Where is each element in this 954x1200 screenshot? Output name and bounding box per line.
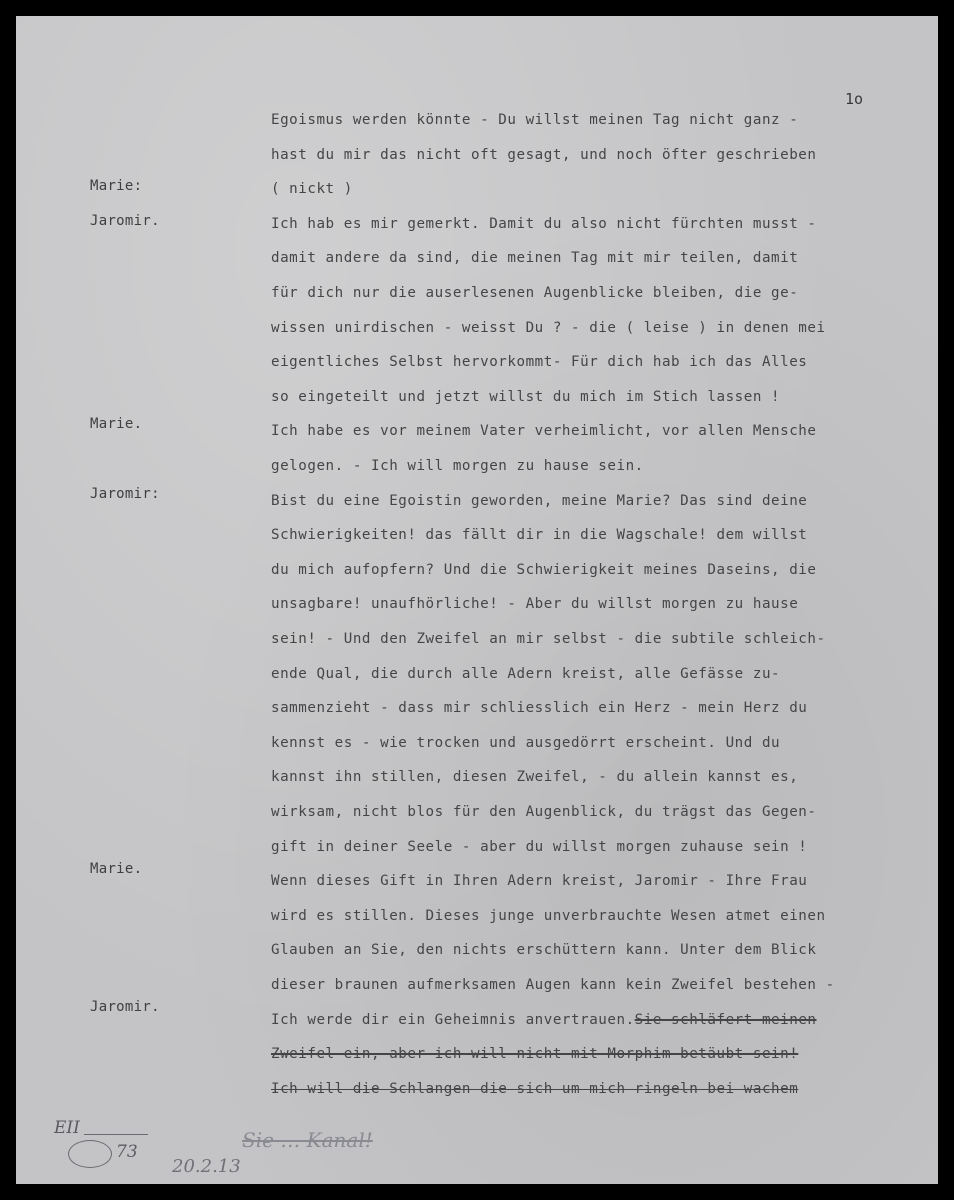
text-line: Ich hab es mir gemerkt. Damit du also nicht fürchten musst - (271, 216, 817, 232)
text-line: Schwierigkeiten! das fällt dir in die Wagschale! dem willst (271, 527, 808, 543)
speaker-label: Jaromir. (90, 999, 160, 1015)
struck-text: Sie schläfert meinen (634, 1012, 817, 1028)
text-line: unsagbare! unaufhörliche! - Aber du willst morgen zu hause (271, 596, 799, 612)
text-line: Bist du eine Egoistin geworden, meine Marie? Das sind deine (271, 493, 808, 509)
text-line: dieser braunen aufmerksamen Augen kann kein Zweifel bestehen - (271, 977, 835, 993)
text-line: du mich aufopfern? Und die Schwierigkeit meines Daseins, die (271, 562, 817, 578)
text-line: Egoismus werden könnte - Du willst meinen Tag nicht ganz - (271, 112, 799, 128)
text-line: gelogen. - Ich will morgen zu hause sein. (271, 458, 644, 474)
text-line (271, 1012, 817, 1028)
struck-text: Zweifel ein, aber ich will nicht mit Morphim betäubt sein! (271, 1046, 799, 1062)
speaker-label: Marie: (90, 178, 143, 194)
circled-number (68, 1140, 112, 1168)
text-line: Glauben an Sie, den nichts erschüttern kann. Unter dem Blick (271, 942, 817, 958)
text-line-segment: Ich will die Schlangen die sich um mich ringeln bei wachem (271, 1081, 799, 1097)
speaker-label: Marie. (90, 861, 143, 877)
speaker-label: Jaromir. (90, 213, 160, 229)
text-line: sein! - Und den Zweifel an mir selbst - die subtile schleich- (271, 631, 826, 647)
crossed-handwritten-word (84, 1118, 148, 1135)
text-line: wissen unirdischen - weisst Du ? - die ( leise ) in denen mei (271, 320, 826, 336)
speaker-label: Marie. (90, 416, 143, 432)
text-line: damit andere da sind, die meinen Tag mit mir teilen, damit (271, 250, 799, 266)
text-line: wirksam, nicht blos für den Augenblick, du trägst das Gegen- (271, 804, 817, 820)
text-line: für dich nur die auserlesenen Augenblicke bleiben, die ge- (271, 285, 799, 301)
text-line: kannst ihn stillen, diesen Zweifel, - du allein kannst es, (271, 769, 799, 785)
text-line: hast du mir das nicht oft gesagt, und noch öfter geschrieben (271, 147, 817, 163)
date-note: 20.2.13 (172, 1156, 241, 1177)
text-line: ende Qual, die durch alle Adern kreist, alle Gefässe zu- (271, 666, 781, 682)
text-line (271, 1081, 798, 1097)
text-line (271, 1046, 798, 1062)
text-line: sammenzieht - dass mir schliesslich ein Herz - mein Herz du (271, 700, 808, 716)
speaker-label: Jaromir: (90, 486, 160, 502)
typescript-page (16, 16, 938, 1184)
page-number: 1o (845, 90, 864, 108)
text-line: wird es stillen. Dieses junge unverbrauchte Wesen atmet einen (271, 908, 826, 924)
text-line: eigentliches Selbst hervorkommt- Für dich hab ich das Alles (271, 354, 808, 370)
text-line: ( nickt ) (271, 181, 353, 197)
text-line-segment: Ich werde dir ein Geheimnis anvertrauen. (271, 1012, 635, 1028)
text-line: Ich habe es vor meinem Vater verheimlicht, vor allen Mensche (271, 423, 817, 439)
folio-number: 73 (116, 1142, 138, 1162)
text-line: kennst es - wie trocken und ausgedörrt erscheint. Und du (271, 735, 781, 751)
crossed-note: Sie … Kanal! (242, 1128, 373, 1152)
text-line: Wenn dieses Gift in Ihren Adern kreist, Jaromir - Ihre Frau (271, 873, 808, 889)
text-line: so eingeteilt und jetzt willst du mich im Stich lassen ! (271, 389, 781, 405)
text-line: gift in deiner Seele - aber du willst morgen zuhause sein ! (271, 839, 808, 855)
archive-mark: EII (54, 1118, 80, 1138)
